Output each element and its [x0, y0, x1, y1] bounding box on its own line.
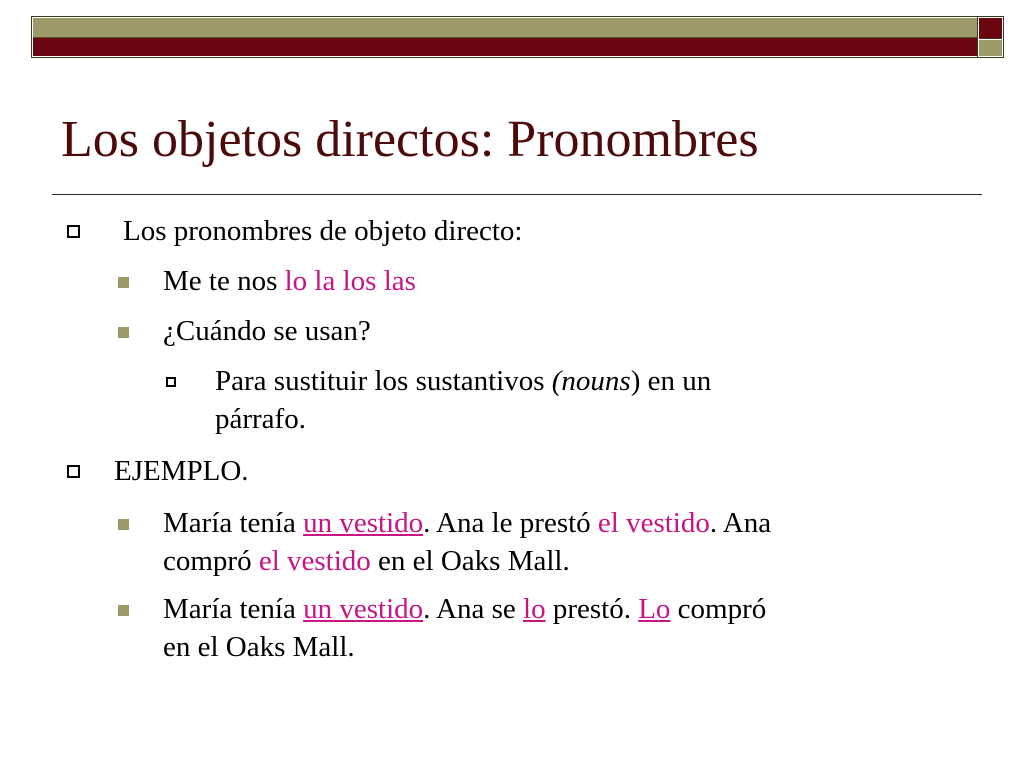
header-corner-olive-square: [979, 40, 1002, 56]
filled-square-bullet-icon: [118, 277, 129, 288]
text-segment: Para sustituir los sustantivos: [215, 365, 552, 397]
filled-square-bullet-icon: [118, 519, 129, 530]
example-1-line-1: [163, 504, 771, 542]
header-band-divider: [977, 17, 978, 57]
text-italic-nouns: (nouns: [551, 365, 631, 397]
text-segment: . Ana se: [423, 593, 524, 625]
filled-square-bullet-icon: [118, 327, 129, 338]
text-segment: María tenía: [163, 507, 304, 539]
hollow-square-bullet-icon: [67, 465, 80, 478]
slide-title: Los objetos directos: Pronombres: [61, 111, 759, 168]
text-segment: . Ana: [709, 507, 772, 539]
highlight: el vestido: [597, 507, 710, 539]
header-band-olive-stripe: [33, 18, 977, 38]
underlined-highlight: Lo: [638, 593, 671, 625]
title-underline: [52, 194, 982, 195]
underlined-highlight: lo: [523, 593, 546, 625]
text-segment: . Ana le prestó: [423, 507, 598, 539]
text-segment: en el Oaks Mall.: [370, 545, 570, 577]
underlined-highlight: un vestido: [303, 593, 424, 625]
bullet-text: Los pronombres de objeto directo:: [123, 215, 523, 247]
bullet-text-line-2: párrafo.: [215, 403, 306, 435]
hollow-square-bullet-icon: [166, 377, 176, 387]
header-band-maroon-stripe: [33, 38, 977, 56]
example-2-line-2: en el Oaks Mall.: [163, 631, 355, 663]
hollow-square-bullet-icon: [67, 225, 80, 238]
underlined-highlight: un vestido: [303, 507, 424, 539]
pronouns-plain: Me te nos: [163, 265, 285, 297]
highlight: el vestido: [258, 545, 371, 577]
text-segment: ) en un: [630, 365, 712, 397]
bullet-text-line-1: [215, 362, 711, 400]
bullet-text: [163, 262, 416, 300]
text-segment: prestó.: [545, 593, 639, 625]
bullet-text: EJEMPLO.: [114, 455, 249, 487]
text-segment: compró: [670, 593, 767, 625]
header-corner-maroon-square: [979, 18, 1002, 39]
filled-square-bullet-icon: [118, 605, 129, 616]
example-2-line-1: [163, 590, 766, 628]
bullet-text: ¿Cuándo se usan?: [163, 315, 371, 347]
pronouns-highlighted: lo la los las: [284, 265, 416, 297]
text-segment: compró: [163, 545, 259, 577]
text-segment: María tenía: [163, 593, 304, 625]
example-1-line-2: [163, 542, 570, 580]
